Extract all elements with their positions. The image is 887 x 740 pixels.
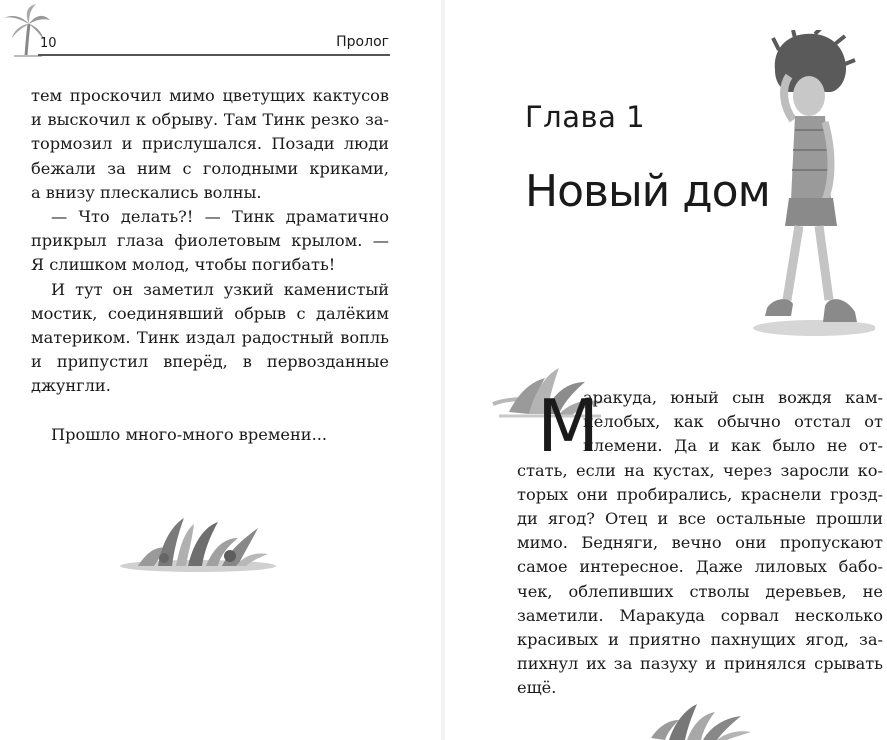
text-line: тем проскочил мимо цветущих кактусов [31, 86, 389, 105]
bush-icon [645, 700, 755, 740]
text-line: и припустил вперёд, в первозданные [31, 352, 389, 372]
right-page [445, 0, 887, 740]
text-line: Я слишком молод, чтобы погибать! [31, 255, 336, 275]
text-line: нелобых, как обычно отстал от [583, 412, 883, 432]
closing-line: Прошло много-много времени... [51, 424, 328, 444]
text-line: пихнул их за пазуху и принялся срывать [517, 654, 883, 674]
chapter-text [517, 386, 883, 701]
text-line: мимо. Бедняги, вечно они пропускают [517, 533, 883, 553]
text-line: ди ягод? Отец и все остальные прошли [517, 509, 883, 529]
text-line: прикрыл глаза фиолетовым крылом. — [31, 231, 389, 251]
text-line: чек, облепивших стволы деревьев, не [517, 581, 883, 601]
drop-cap: М [537, 384, 600, 468]
text-line: тормозил и прислушался. Позади люди [31, 134, 389, 154]
prologue-text [31, 84, 389, 447]
text-line: стать, если на кустах, через заросли ко- [517, 460, 883, 480]
running-head: Пролог [336, 34, 389, 50]
chapter-label: Глава 1 [525, 100, 646, 134]
left-page [0, 0, 440, 740]
chapter-title: Новый дом [525, 166, 770, 217]
text-line: красивых и приятно пахнущих ягод, за- [517, 630, 883, 650]
text-line: самое интересное. Даже лиловых бабо- [517, 557, 883, 577]
header-rule [38, 54, 390, 56]
text-line: мостик, соединявший обрыв с далёким [31, 303, 389, 323]
text-line: материком. Тинк издал радостный вопль [31, 328, 389, 348]
caveman-character-illustration [745, 30, 875, 340]
text-line: — Что делать?! — Тинк драматично [51, 207, 389, 227]
text-line: племени. Да и как было не от- [583, 436, 883, 456]
text-line: аракуда, юный сын вождя кам- [583, 388, 883, 407]
text-line: и выскочил к обрыву. Там Тинк резко за- [31, 110, 389, 130]
text-line: а внизу плескались волны. [31, 182, 262, 202]
text-line: И тут он заметил узкий каменистый [51, 279, 389, 299]
text-line: джунгли. [31, 376, 111, 396]
bush-icon [118, 510, 278, 574]
text-line: бежали за ним с голодными криками, [31, 158, 389, 178]
text-line: торых они пробирались, краснели грозд- [517, 484, 883, 504]
text-line: ещё. [517, 678, 557, 698]
text-line: заметили. Маракуда сорвал несколько [517, 605, 883, 625]
page-number: 10 [40, 36, 57, 51]
